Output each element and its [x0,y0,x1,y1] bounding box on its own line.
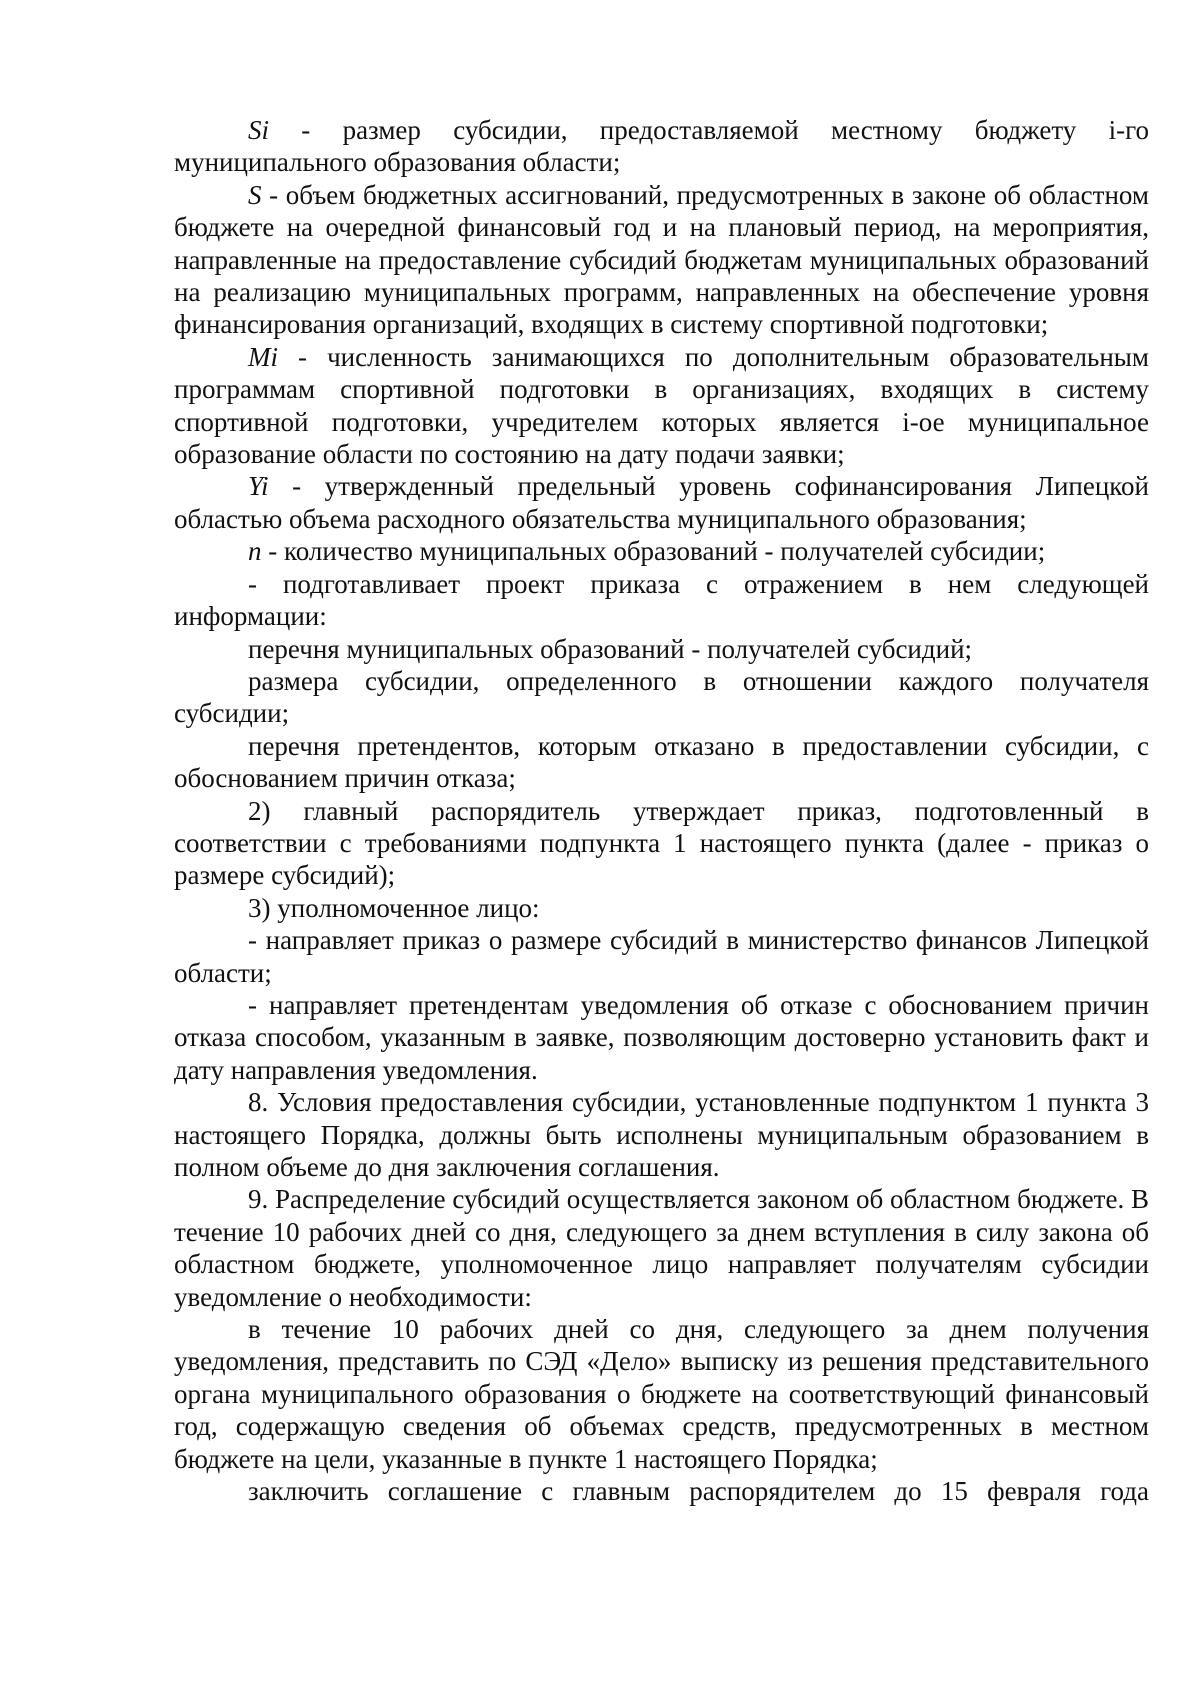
paragraph-subsidy-amount: размера субсидии, определенного в отношении каждого получателя субсидии; [174,665,1149,729]
paragraph-conclude-agreement: заключить соглашение с главным распорядителем до 15 февраля года [248,1476,1149,1507]
formula-symbol: Mi [248,341,278,372]
paragraph-clause-9: 9. Распределение субсидий осуществляется законом об областном бюджете. В течение 10 рабочих дней со дня, следующего за днем вступления в силу закона об областном бюджете, уполномоченное лицо направляет получателям субсидии уведомление о необходимости: [174,1184,1149,1312]
formula-symbol: Si [248,115,270,145]
paragraph-si-definition [174,114,1149,179]
paragraph-text: - объем бюджетных ассигнований, предусмотренных в законе об областном бюджете на очередной финансовый год и на плановый период, на мероприятия, направленные на предоставление субсидий бюджетам муниципальных образований на реализацию муниципальных программ, направленных на обеспечение уровня финансирования организаций, входящих в систему спортивной подготовки; [174,179,1149,340]
paragraph-send-notices: - направляет претендентам уведомления об отказе с обоснованием причин отказа способом, указанным в заявке, позволяющим достоверно установить факт и дату направления уведомления. [174,989,1149,1085]
paragraph-mi-definition [174,341,1149,471]
document-body [174,114,1149,1507]
paragraph-n-definition [174,535,1149,567]
paragraph-submit-extract: в течение 10 рабочих дней со дня, следующего за днем получения уведомления, представить по СЭД «Дело» выписку из решения представительного органа муниципального образования о бюджете на соответствующий финансовый год, содержащую сведения об объемах средств, предусмотренных в местном бюджете на цели, указанные в пункте 1 настоящего Порядка; [174,1314,1149,1474]
paragraph-rejected-list: перечня претендентов, которым отказано в предоставлении субсидии, с обоснованием причин отказа; [174,730,1149,794]
paragraph-text: - количество муниципальных образований - получателей субсидии; [261,536,1046,567]
paragraph-prepare-order: - подготавливает проект приказа с отражением в нем следующей информации: [174,568,1149,632]
paragraph-text: - утвержденный предельный уровень софинансирования Липецкой областью объема расходного обязательства муниципального образования; [174,471,1149,534]
paragraph-item-3: 3) уполномоченное лицо: [248,892,540,923]
paragraph-s-definition [174,179,1149,341]
paragraph-send-order: - направляет приказ о размере субсидий в министерство финансов Липецкой области; [174,925,1149,988]
formula-symbol: S [248,179,262,210]
paragraph-list-recipients: перечня муниципальных образований - получателей субсидий; [248,633,973,664]
paragraph-text: - размер субсидии, предоставляемой местному бюджету i-го муниципального образования области; [174,115,1149,178]
formula-symbol: n [248,536,262,567]
paragraph-clause-8: 8. Условия предоставления субсидии, установленные подпунктом 1 пункта 3 настоящего Порядка, должны быть исполнены муниципальным образованием в полном объеме до дня заключения соглашения. [174,1087,1149,1182]
paragraph-yi-definition [174,470,1149,535]
formula-symbol: Yi [248,471,269,502]
paragraph-text: - численность занимающихся по дополнительным образовательным программам спортивной подготовки в организациях, входящих в систему спортивной подготовки, учредителем которых является i-ое муниципальное образование области по состоянию на дату подачи заявки; [174,341,1149,470]
paragraph-item-2: 2) главный распорядитель утверждает приказ, подготовленный в соответствии с требованиями подпункта 1 настоящего пункта (далее - приказ о размере субсидий); [174,795,1149,891]
